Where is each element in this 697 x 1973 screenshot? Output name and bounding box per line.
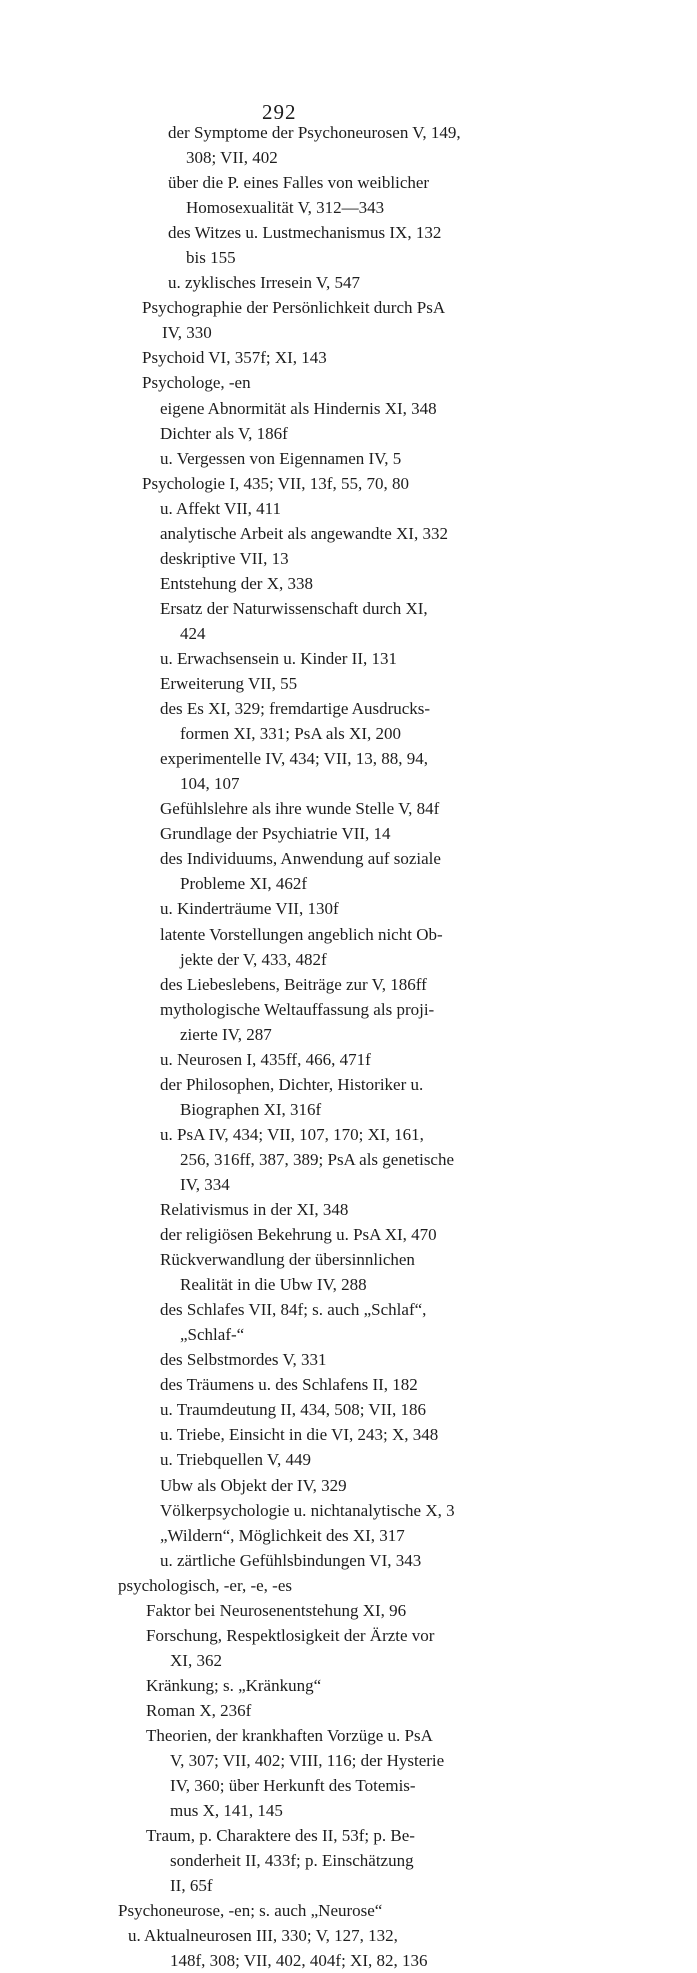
index-line: IV, 334: [180, 1174, 230, 1194]
index-line: analytische Arbeit als angewandte XI, 332: [160, 523, 448, 543]
index-line: des Selbstmordes V, 331: [160, 1350, 327, 1370]
index-line: des Träumens u. des Schlafens II, 182: [160, 1375, 418, 1395]
index-line: der religiösen Bekehrung u. PsA XI, 470: [160, 1225, 437, 1245]
index-line: u. Affekt VII, 411: [160, 498, 282, 518]
index-line: Biographen XI, 316f: [180, 1099, 322, 1119]
index-line: Psychographie der Persönlichkeit durch PsA: [142, 298, 446, 318]
index-line: Homosexualität V, 312—343: [186, 198, 385, 218]
index-line: u. Aktualneurosen III, 330; V, 127, 132,: [128, 1926, 398, 1946]
index-line: sonderheit II, 433f; p. Einschätzung: [170, 1851, 414, 1871]
index-line: u. Triebe, Einsicht in die VI, 243; X, 348: [160, 1425, 439, 1445]
index-line: jekte der V, 433, 482f: [180, 949, 327, 969]
index-line: II, 65f: [170, 1876, 213, 1896]
index-line: 424: [180, 623, 206, 643]
index-line: „Wildern“, Möglichkeit des XI, 317: [160, 1525, 405, 1545]
index-line: latente Vorstellungen angeblich nicht Ob-: [160, 924, 443, 944]
index-line: IV, 330: [162, 323, 212, 343]
index-line: mythologische Weltauffassung als proji-: [160, 999, 435, 1019]
index-line: des Schlafes VII, 84f; s. auch „Schlaf“,: [160, 1300, 427, 1320]
index-line: IV, 360; über Herkunft des Totemis-: [170, 1776, 416, 1796]
page-number: 292: [262, 100, 297, 124]
index-line: des Witzes u. Lustmechanismus IX, 132: [168, 223, 442, 243]
index-line: der Philosophen, Dichter, Historiker u.: [160, 1074, 424, 1094]
index-line: Theorien, der krankhaften Vorzüge u. PsA: [146, 1726, 433, 1745]
index-line: Probleme XI, 462f: [180, 874, 308, 894]
index-line: Faktor bei Neurosenentstehung XI, 96: [146, 1600, 407, 1620]
index-line: Entstehung der X, 338: [160, 573, 313, 593]
index-line: „Schlaf-“: [180, 1325, 245, 1345]
index-line: u. Vergessen von Eigennamen IV, 5: [160, 448, 402, 468]
index-line: Relativismus in der XI, 348: [160, 1200, 349, 1220]
index-line: des Liebeslebens, Beiträge zur V, 186ff: [160, 974, 427, 994]
index-line: mus X, 141, 145: [170, 1801, 283, 1821]
index-line: deskriptive VII, 13: [160, 548, 289, 568]
index-line: XI, 362: [170, 1650, 222, 1670]
index-line: Traum, p. Charaktere des II, 53f; p. Be-: [146, 1826, 415, 1846]
index-line: 148f, 308; VII, 402, 404f; XI, 82, 136: [170, 1951, 428, 1971]
index-line: 256, 316ff, 387, 389; PsA als genetische: [180, 1149, 455, 1169]
index-line: der Symptome der Psychoneurosen V, 149,: [168, 123, 461, 142]
index-line: Völkerpsychologie u. nichtanalytische X, 3: [160, 1500, 455, 1520]
index-line: u. PsA IV, 434; VII, 107, 170; XI, 161,: [160, 1124, 424, 1144]
index-line: u. zärtliche Gefühlsbindungen VI, 343: [160, 1550, 422, 1570]
index-line: u. Erwachsensein u. Kinder II, 131: [160, 648, 397, 668]
index-line: formen XI, 331; PsA als XI, 200: [180, 724, 401, 744]
index-line: Ubw als Objekt der IV, 329: [160, 1475, 347, 1495]
index-line: Kränkung; s. „Kränkung“: [146, 1675, 322, 1695]
index-line: Psychoneurose, -en; s. auch „Neurose“: [118, 1901, 383, 1921]
index-line: Ersatz der Naturwissenschaft durch XI,: [160, 598, 428, 618]
index-line: Realität in die Ubw IV, 288: [180, 1275, 367, 1295]
index-line: Erweiterung VII, 55: [160, 674, 298, 694]
index-line: Psychologe, -en: [142, 373, 251, 393]
index-line: Rückverwandlung der übersinnlichen: [160, 1250, 415, 1270]
index-entries: [0, 120, 697, 1973]
index-line: Forschung, Respektlosigkeit der Ärzte vor: [146, 1625, 435, 1645]
index-line: 104, 107: [180, 774, 240, 794]
index-line: u. Kinderträume VII, 130f: [160, 899, 339, 919]
index-line: über die P. eines Falles von weiblicher: [168, 173, 430, 193]
index-line: des Es XI, 329; fremdartige Ausdrucks-: [160, 699, 431, 719]
index-line: Dichter als V, 186f: [160, 423, 288, 443]
index-line: V, 307; VII, 402; VIII, 116; der Hysterie: [170, 1751, 445, 1771]
index-line: experimentelle IV, 434; VII, 13, 88, 94,: [160, 749, 429, 769]
index-line: u. Traumdeutung II, 434, 508; VII, 186: [160, 1400, 427, 1420]
index-line: Psychologie I, 435; VII, 13f, 55, 70, 80: [142, 473, 409, 493]
index-line: bis 155: [186, 248, 236, 268]
index-line: psychologisch, -er, -e, -es: [118, 1575, 292, 1595]
index-line: Gefühlslehre als ihre wunde Stelle V, 84f: [160, 799, 440, 819]
index-line: eigene Abnormität als Hindernis XI, 348: [160, 398, 437, 418]
index-line: Psychoid VI, 357f; XI, 143: [142, 348, 327, 368]
index-line: Roman X, 236f: [146, 1700, 252, 1720]
index-line: zierte IV, 287: [180, 1024, 272, 1044]
index-line: Grundlage der Psychiatrie VII, 14: [160, 824, 391, 844]
index-line: u. zyklisches Irresein V, 547: [168, 273, 361, 293]
index-line: u. Triebquellen V, 449: [160, 1450, 311, 1470]
index-line: u. Neurosen I, 435ff, 466, 471f: [160, 1049, 371, 1069]
index-line: 308; VII, 402: [186, 148, 278, 168]
index-line: des Individuums, Anwendung auf soziale: [160, 849, 441, 869]
